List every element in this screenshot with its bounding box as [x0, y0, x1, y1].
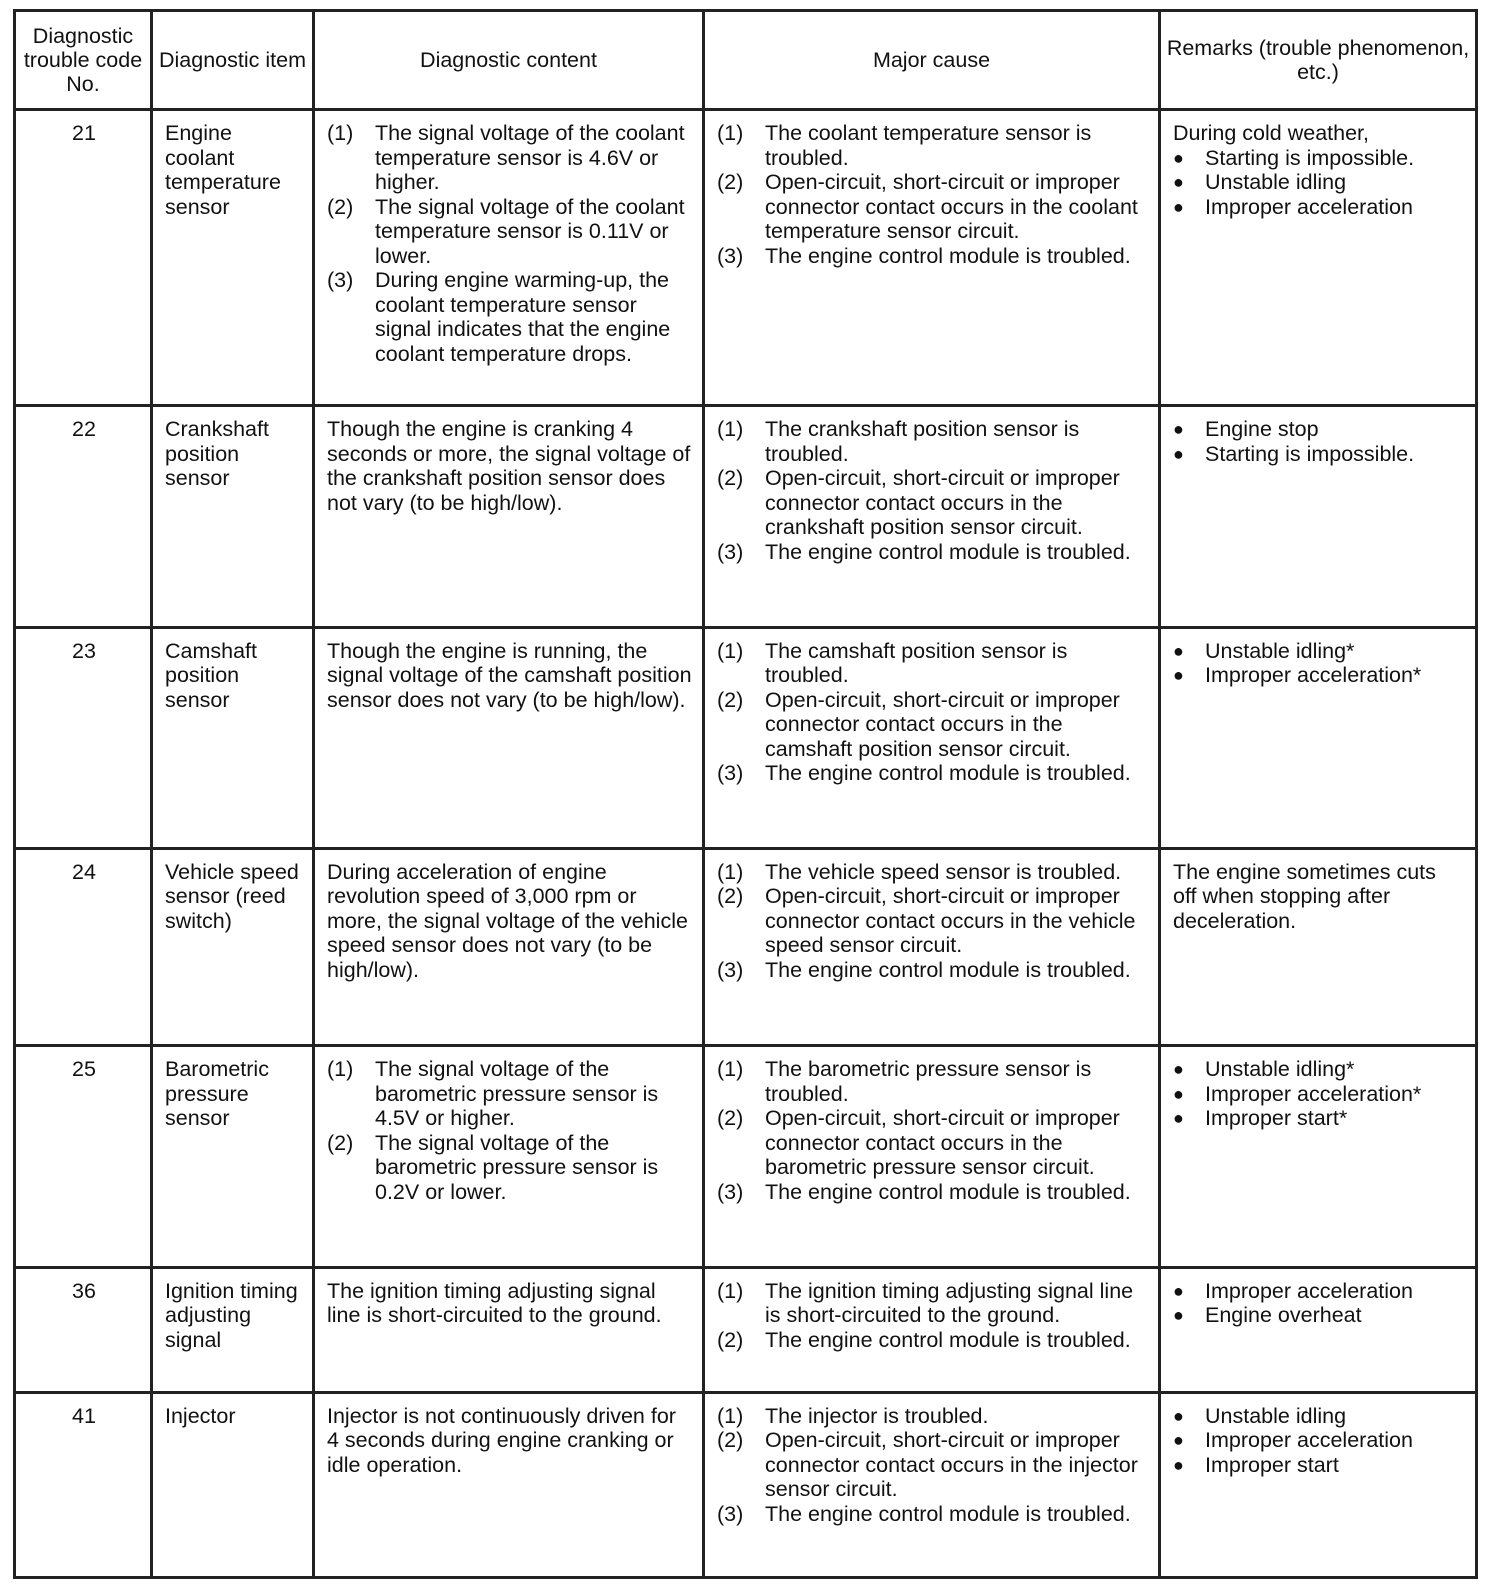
bullet-icon: ● [1173, 443, 1184, 464]
trouble-code-cell: 25 [15, 1046, 152, 1267]
remarks-text: During cold weather, [1173, 121, 1369, 145]
cause-text: The engine control module is troubled. [765, 1501, 1131, 1526]
remarks-bullet-item [1173, 1428, 1465, 1453]
diagnostic-item-cell: Injector [152, 1392, 314, 1577]
content-text: During engine warming-up, the coolant temperature sensor signal indicates that the engine coolant temperature drops. [375, 268, 671, 366]
cause-text: The vehicle speed sensor is troubled. [765, 859, 1122, 884]
header-content: Diagnostic content [314, 11, 704, 110]
cause-text: The crankshaft position sensor is troubled. [765, 417, 1080, 466]
cause-number: (1) [717, 417, 744, 442]
content-item [327, 1131, 692, 1205]
remarks-bullet-item [1173, 1057, 1465, 1082]
cause-number: (1) [717, 1057, 744, 1082]
cause-item [717, 1279, 1148, 1328]
diagnostic-content-cell: Though the engine is running, the signal voltage of the camshaft position sensor does not vary (to be high/low). [314, 627, 704, 848]
remarks-cell [1160, 406, 1477, 627]
diagnostic-content-cell [314, 110, 704, 406]
remarks-bullet-item [1173, 170, 1465, 195]
remarks-text: The engine sometimes cuts off when stopping after deceleration. [1173, 859, 1436, 933]
remarks-bullet-text: Improper start [1205, 1452, 1339, 1477]
trouble-code-cell: 23 [15, 627, 152, 848]
cause-number: (3) [717, 761, 744, 786]
bullet-icon: ● [1173, 147, 1184, 168]
cause-number: (1) [717, 1278, 744, 1303]
cause-number: (2) [717, 170, 744, 194]
remarks-bullet-text: Improper acceleration [1205, 1278, 1413, 1303]
major-cause-cell [704, 406, 1160, 627]
remarks-cell [1160, 848, 1477, 1045]
diagnostic-item-cell: Barometric pressure sensor [152, 1046, 314, 1267]
content-text: The signal voltage of the coolant temperature sensor is 4.6V or higher. [375, 121, 685, 194]
bullet-icon: ● [1173, 1059, 1184, 1080]
trouble-code-cell: 24 [15, 848, 152, 1045]
remarks-bullet-text: Unstable idling [1205, 1403, 1347, 1428]
trouble-code-cell: 41 [15, 1392, 152, 1577]
header-remarks: Remarks (trouble phenomenon, etc.) [1160, 11, 1477, 110]
cause-text: Open-circuit, short-circuit or improper connector contact occurs in the injector sensor circuit. [765, 1428, 1138, 1502]
content-number: (1) [327, 121, 354, 145]
cause-number: (3) [717, 243, 744, 268]
remarks-bullet-item [1173, 1453, 1465, 1478]
bullet-icon: ● [1173, 640, 1184, 661]
cause-text: The engine control module is troubled. [765, 539, 1131, 564]
remarks-bullet-item [1173, 1404, 1465, 1429]
bullet-icon: ● [1173, 1108, 1184, 1129]
remarks-cell [1160, 110, 1477, 406]
diagnostic-item-cell: Ignition timing adjusting signal [152, 1267, 314, 1392]
table-body [15, 110, 1477, 1578]
content-text: The signal voltage of the barometric pressure sensor is 0.2V or lower. [375, 1130, 659, 1204]
major-cause-cell [704, 1046, 1160, 1267]
remarks-bullet-text: Engine stop [1205, 417, 1319, 442]
cause-item [717, 417, 1148, 466]
major-cause-cell [704, 110, 1160, 406]
cause-item [717, 860, 1148, 885]
content-number: (1) [327, 1057, 354, 1082]
content-item [327, 121, 692, 195]
cause-text: The coolant temperature sensor is troubled. [765, 121, 1092, 170]
header-item: Diagnostic item [152, 11, 314, 110]
cause-item [717, 121, 1148, 170]
remarks-bullet-item [1173, 195, 1465, 220]
diagnostic-trouble-code-table [13, 9, 1478, 1579]
header-row [15, 11, 1477, 110]
cause-text: Open-circuit, short-circuit or improper connector contact occurs in the crankshaft position sensor circuit. [765, 466, 1120, 540]
table-row [15, 1267, 1477, 1392]
trouble-code-cell: 22 [15, 406, 152, 627]
remarks-bullet-text: Improper acceleration [1205, 1428, 1413, 1453]
remarks-bullet-text: Starting is impossible. [1205, 145, 1415, 170]
remarks-bullet-text: Starting is impossible. [1205, 441, 1415, 466]
remarks-bullet-item [1173, 1303, 1465, 1328]
cause-item [717, 1057, 1148, 1106]
remarks-cell [1160, 1046, 1477, 1267]
bullet-icon: ● [1173, 1305, 1184, 1326]
cause-item [717, 958, 1148, 983]
bullet-icon: ● [1173, 1430, 1184, 1451]
diagnostic-item-cell: Vehicle speed sensor (reed switch) [152, 848, 314, 1045]
trouble-code-cell: 36 [15, 1267, 152, 1392]
cause-number: (3) [717, 1179, 744, 1204]
cause-number: (2) [717, 1327, 744, 1352]
content-number: (2) [327, 1130, 354, 1155]
content-item [327, 268, 692, 366]
header-cause: Major cause [704, 11, 1160, 110]
cause-text: Open-circuit, short-circuit or improper connector contact occurs in the vehicle speed sensor circuit. [765, 884, 1136, 958]
table-row [15, 1392, 1477, 1577]
cause-item [717, 1502, 1148, 1527]
remarks-bullet-text: Unstable idling* [1205, 638, 1355, 663]
cause-item [717, 170, 1148, 244]
major-cause-cell [704, 1392, 1160, 1577]
remarks-bullet-item [1173, 663, 1465, 688]
cause-text: Open-circuit, short-circuit or improper connector contact occurs in the camshaft position sensor circuit. [765, 687, 1120, 761]
header-code: Diagnostic trouble code No. [15, 11, 152, 110]
bullet-icon: ● [1173, 172, 1184, 192]
trouble-code-cell: 21 [15, 110, 152, 406]
cause-item [717, 1404, 1148, 1429]
remarks-bullet-text: Engine overheat [1205, 1303, 1362, 1328]
cause-number: (2) [717, 1428, 744, 1453]
remarks-bullet-text: Unstable idling* [1205, 1057, 1355, 1082]
remarks-bullet-item [1173, 417, 1465, 442]
major-cause-cell [704, 848, 1160, 1045]
diagnostic-content-cell: Injector is not continuously driven for 4 seconds during engine cranking or idle operation. [314, 1392, 704, 1577]
cause-text: Open-circuit, short-circuit or improper connector contact occurs in the coolant temperature sensor circuit. [765, 170, 1138, 243]
content-number: (2) [327, 194, 354, 219]
remarks-bullet-text: Unstable idling [1205, 170, 1347, 194]
cause-text: The camshaft position sensor is troubled. [765, 638, 1068, 688]
remarks-bullet-item [1173, 1082, 1465, 1107]
remarks-cell [1160, 627, 1477, 848]
bullet-icon: ● [1173, 1083, 1184, 1104]
cause-number: (1) [717, 638, 744, 663]
table-row [15, 1046, 1477, 1267]
major-cause-cell [704, 1267, 1160, 1392]
table-row [15, 627, 1477, 848]
major-cause-cell [704, 627, 1160, 848]
diagnostic-item-cell: Engine coolant temperature sensor [152, 110, 314, 406]
diagnostic-content-cell [314, 1046, 704, 1267]
cause-item [717, 1328, 1148, 1353]
cause-text: The engine control module is troubled. [765, 1179, 1131, 1204]
cause-item [717, 639, 1148, 688]
cause-item [717, 540, 1148, 565]
cause-item [717, 1106, 1148, 1180]
cause-item [717, 244, 1148, 269]
remarks-bullet-text: Improper acceleration* [1205, 1081, 1422, 1106]
content-text: The signal voltage of the coolant temperature sensor is 0.11V or lower. [375, 194, 685, 268]
cause-item [717, 884, 1148, 958]
cause-item [717, 761, 1148, 786]
cause-number: (2) [717, 466, 744, 491]
cause-number: (2) [717, 884, 744, 909]
diagnostic-content-cell: The ignition timing adjusting signal line is short-circuited to the ground. [314, 1267, 704, 1392]
cause-item [717, 1428, 1148, 1502]
table-row [15, 110, 1477, 406]
cause-item [717, 688, 1148, 762]
cause-number: (1) [717, 1403, 744, 1428]
cause-number: (2) [717, 1106, 744, 1131]
cause-number: (2) [717, 687, 744, 712]
bullet-icon: ● [1173, 1405, 1184, 1426]
cause-text: The barometric pressure sensor is troubled. [765, 1057, 1092, 1106]
remarks-bullet-item [1173, 1279, 1465, 1304]
bullet-icon: ● [1173, 1280, 1184, 1301]
bullet-icon: ● [1173, 196, 1184, 217]
bullet-icon: ● [1173, 1454, 1184, 1475]
table-row [15, 406, 1477, 627]
table-row [15, 848, 1477, 1045]
diagnostic-item-cell: Camshaft position sensor [152, 627, 314, 848]
content-item [327, 195, 692, 269]
cause-item [717, 466, 1148, 540]
remarks-cell [1160, 1392, 1477, 1577]
cause-number: (1) [717, 859, 744, 884]
remarks-bullet-item [1173, 442, 1465, 467]
cause-text: The injector is troubled. [765, 1403, 989, 1428]
bullet-icon: ● [1173, 665, 1184, 686]
cause-text: The ignition timing adjusting signal line is short-circuited to the ground. [765, 1278, 1134, 1328]
cause-text: The engine control module is troubled. [765, 1327, 1131, 1352]
cause-text: Open-circuit, short-circuit or improper connector contact occurs in the barometric pressure sensor circuit. [765, 1106, 1120, 1180]
remarks-bullet-item [1173, 1106, 1465, 1131]
cause-text: The engine control module is troubled. [765, 243, 1131, 268]
remarks-bullet-text: Improper acceleration* [1205, 663, 1422, 688]
content-text: The signal voltage of the barometric pressure sensor is 4.5V or higher. [375, 1057, 659, 1131]
cause-number: (3) [717, 957, 744, 982]
diagnostic-content-cell: During acceleration of engine revolution speed of 3,000 rpm or more, the signal voltage of the vehicle speed sensor does not vary (to be high/low). [314, 848, 704, 1045]
remarks-bullet-item [1173, 146, 1465, 171]
cause-number: (3) [717, 539, 744, 564]
document-page [13, 9, 1475, 1579]
cause-text: The engine control module is troubled. [765, 761, 1131, 786]
remarks-cell [1160, 1267, 1477, 1392]
bullet-icon: ● [1173, 419, 1184, 440]
cause-item [717, 1180, 1148, 1205]
cause-number: (1) [717, 121, 744, 145]
diagnostic-item-cell: Crankshaft position sensor [152, 406, 314, 627]
remarks-bullet-text: Improper acceleration [1205, 194, 1413, 219]
cause-number: (3) [717, 1501, 744, 1526]
content-number: (3) [327, 268, 354, 292]
content-item [327, 1057, 692, 1131]
cause-text: The engine control module is troubled. [765, 957, 1131, 982]
remarks-bullet-text: Improper start* [1205, 1106, 1348, 1131]
diagnostic-content-cell: Though the engine is cranking 4 seconds or more, the signal voltage of the crankshaft position sensor does not vary (to be high/low). [314, 406, 704, 627]
remarks-bullet-item [1173, 639, 1465, 664]
